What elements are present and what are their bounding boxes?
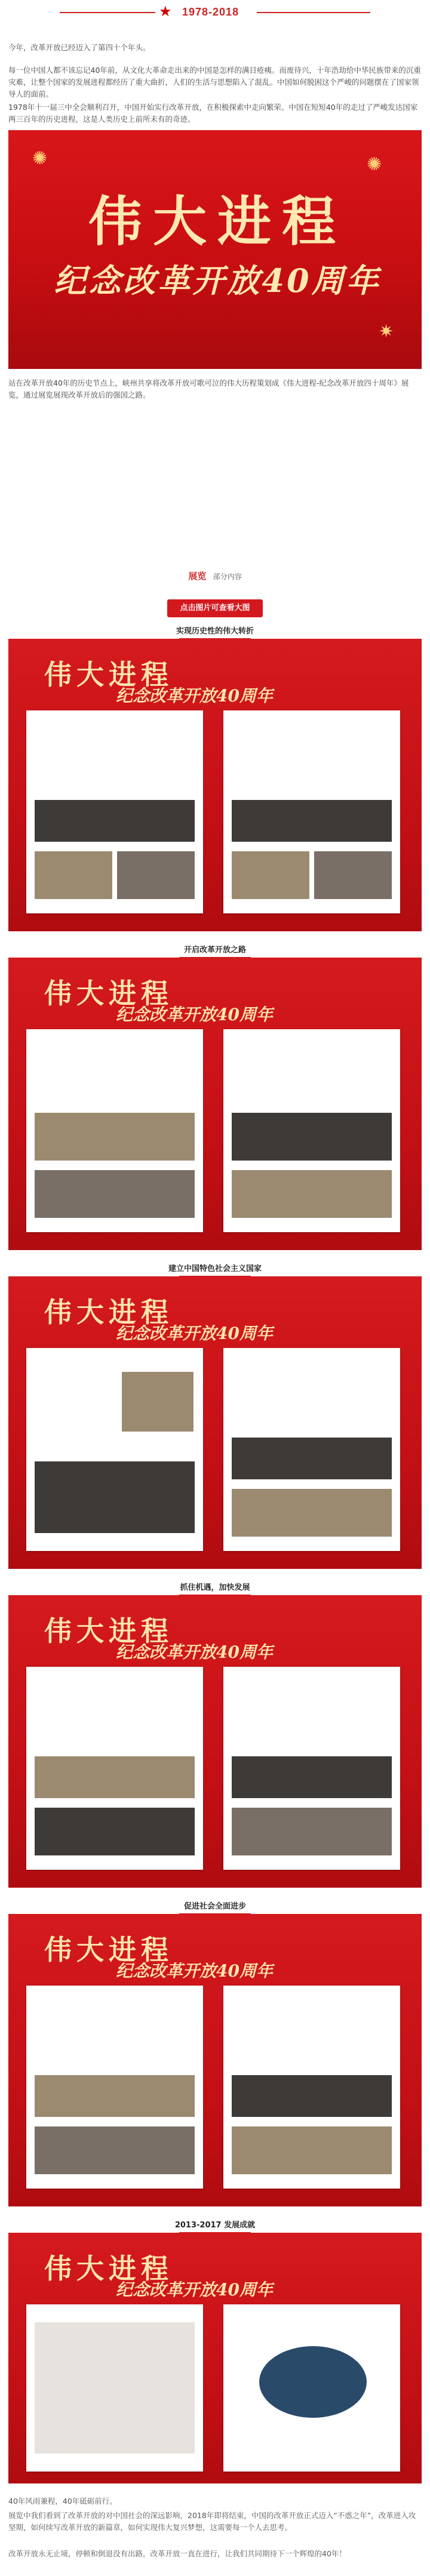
photo (35, 1756, 195, 1798)
photo (122, 1372, 194, 1432)
panel-banner-title: 伟大进程 (44, 1615, 173, 1647)
panel-banner-subtitle: 纪念改革开放40周年 (116, 686, 273, 706)
photo (35, 1808, 195, 1855)
exhibit-card[interactable] (223, 1986, 400, 2189)
intro-paragraph-2: 每一位中国人都不该忘记40年前，从文化大革命走出来的中国是怎样的满目疮痍。而废待兴，十年浩劫给中华民族带来的沉重灾难，让整个国家的发展进程都经历了重大曲折，人们的生活与思想陷入了混乱。中国如何脱困这个严峻的问题摆在了国家领导人的面前。 (8, 66, 421, 99)
panel-banner-title: 伟大进程 (44, 658, 173, 691)
header-rule-left (60, 12, 155, 13)
hero-subtitle: 纪念改革开放40周年 (54, 261, 381, 300)
exhibit-card[interactable] (26, 1348, 203, 1551)
section-title: 抓住机遇，加快发展 (137, 1581, 293, 1596)
photo (35, 1461, 195, 1533)
section-title: 实现历史性的伟大转折 (137, 624, 293, 639)
exhibit-card[interactable] (223, 1667, 400, 1870)
exhibit-panel[interactable] (8, 639, 422, 931)
panel-banner-subtitle: 纪念改革开放40周年 (116, 1324, 273, 1343)
panel-banner-title: 伟大进程 (44, 1934, 173, 1966)
photo (35, 851, 112, 899)
exhibit-panel[interactable] (8, 2233, 422, 2483)
exhibit-card[interactable] (26, 1986, 203, 2189)
header-bar (0, 0, 430, 24)
photo (232, 2126, 392, 2174)
exhibit-panel[interactable] (8, 958, 422, 1250)
exhibit-header-sub: 部分内容 (213, 573, 242, 581)
closing-paragraph-2: 展览中我们看到了改革开放的对中国社会的深远影响，2018年即将结束，中国的改革开放正式迈入“不惑之年”，改革进入攻坚期，如何续写改革开放的新篇章，如何实现伟大复兴梦想，这需要每一个人去思考。 (8, 2511, 416, 2532)
section-title: 建立中国特色社会主义国家 (137, 1262, 293, 1277)
exhibit-header (161, 570, 269, 582)
exhibit-card[interactable] (26, 2304, 203, 2472)
section-title: 2013-2017 发展成就 (137, 2218, 293, 2233)
exhibit-card[interactable] (26, 710, 203, 913)
exhibit-panel[interactable] (8, 1276, 422, 1569)
hero-title: 伟大进程 (88, 190, 346, 253)
photo (35, 800, 195, 842)
firework-icon: ✺ (367, 154, 382, 175)
panel-banner-subtitle: 纪念改革开放40周年 (116, 1961, 273, 1981)
photo (259, 2346, 367, 2418)
photo (232, 851, 309, 899)
photo (314, 851, 392, 899)
star-icon: ★ (159, 3, 172, 20)
panel-banner-subtitle: 纪念改革开放40周年 (116, 1642, 273, 1662)
photo (232, 1438, 392, 1479)
photo (35, 2075, 195, 2117)
photo (35, 2322, 195, 2454)
closing-paragraph-1: 40年风雨兼程，40年砥砺前行。 (8, 2497, 117, 2506)
intro-paragraph-3: 1978年十一届三中全会顺利召开，中国开始实行改革开放，在积极探索中走向繁荣。中国在短短40年的走过了严峻发达国家两三百年的历史进程，这是人类历史上前所未有的奇迹。 (8, 103, 418, 124)
photo (35, 1113, 195, 1161)
intro-paragraph-1: 今年，改革开放已经迈入了第四十个年头。 (8, 43, 150, 52)
photo (232, 2075, 392, 2117)
hero-banner[interactable] (8, 130, 422, 369)
firework-icon: ✷ (379, 321, 394, 342)
exhibit-card[interactable] (26, 1029, 203, 1232)
exhibit-card[interactable] (223, 1348, 400, 1551)
photo (232, 1113, 392, 1161)
view-large-image-tag[interactable]: 点击图片可查看大图 (167, 599, 263, 617)
panel-banner-subtitle: 纪念改革开放40周年 (116, 1005, 273, 1024)
photo (232, 1808, 392, 1855)
photo (232, 1489, 392, 1537)
exhibit-card[interactable] (26, 1667, 203, 1870)
photo (35, 2126, 195, 2174)
photo (232, 1756, 392, 1798)
closing-paragraph-3: 改革开放永无止境，停顿和倒退没有出路，改革开放一直在进行，让我们共同期待下一个辉煌的40年！ (8, 2549, 346, 2558)
exhibit-card[interactable] (223, 710, 400, 913)
section-title: 促进社会全面进步 (137, 1900, 293, 1915)
photo (232, 800, 392, 842)
photo (117, 851, 195, 899)
panel-banner-title: 伟大进程 (44, 2252, 173, 2285)
exhibit-header-label: 展览 (188, 571, 207, 581)
exhibit-panel[interactable] (8, 1914, 422, 2206)
section-title: 开启改革开放之路 (137, 943, 293, 958)
header-year-range: 1978-2018 (182, 6, 239, 18)
panel-banner-subtitle: 纪念改革开放40周年 (116, 2280, 273, 2300)
exhibit-card[interactable] (223, 2304, 400, 2472)
panel-banner-title: 伟大进程 (44, 977, 173, 1010)
header-rule-right (257, 12, 370, 13)
exhibit-card[interactable] (223, 1029, 400, 1232)
photo (232, 1170, 392, 1218)
exhibit-panel[interactable] (8, 1595, 422, 1888)
firework-icon: ✺ (32, 148, 48, 169)
post-hero-paragraph: 站在改革开放40年的历史节点上，峡州共享将改革开放可歌可泣的伟大历程策划成《伟大进程-纪念改革开放四十周年》展览，通过展览展现改革开放后的强国之路。 (8, 378, 409, 399)
panel-banner-title: 伟大进程 (44, 1296, 173, 1328)
photo (35, 1170, 195, 1218)
